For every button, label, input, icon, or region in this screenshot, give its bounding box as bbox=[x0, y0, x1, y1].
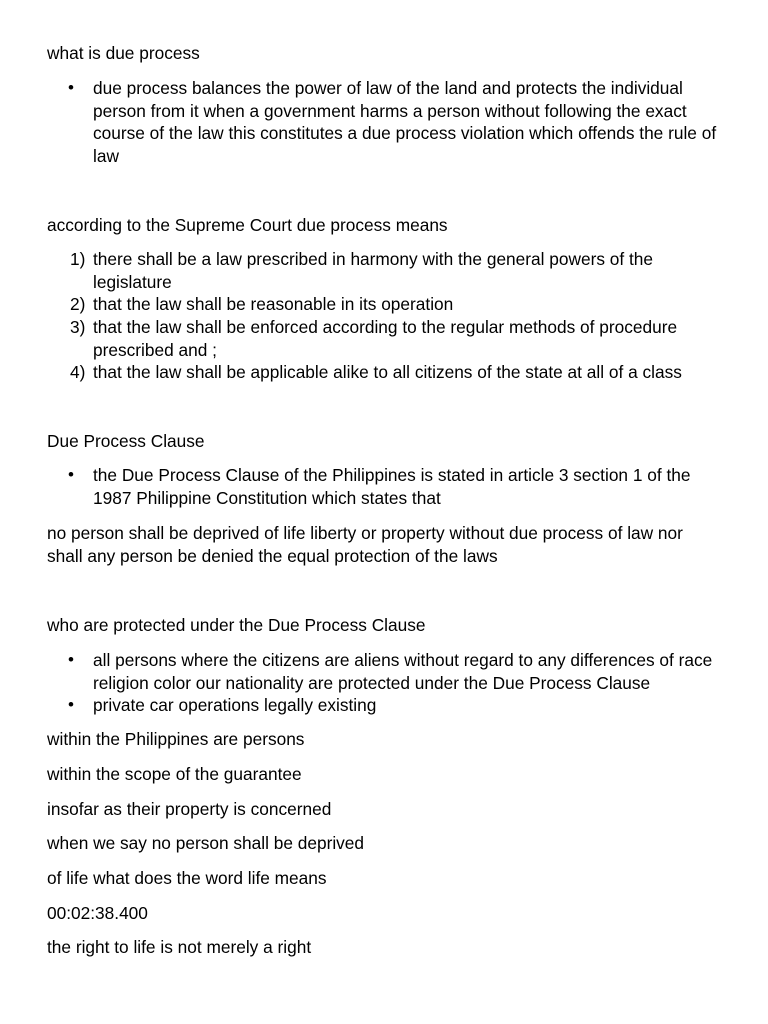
paragraph: no person shall be deprived of life liberty or property without due process of law nor shall any person be denied the equal protection of the laws bbox=[47, 523, 683, 566]
text-line: of life what does the word life means bbox=[47, 868, 327, 888]
list-item: that the law shall be applicable alike to all citizens of the state at all of a class bbox=[93, 362, 682, 382]
bullet-item: due process balances the power of law of the land and protects the individual person from it when a government harms a person without following the exact course of the law this constitutes a due process violation which offends the rule of law bbox=[93, 78, 717, 166]
list-item: there shall be a law prescribed in harmony with the general powers of the legislature bbox=[93, 249, 654, 292]
text-line: insofar as their property is concerned bbox=[47, 799, 332, 819]
section-heading-supreme-court: according to the Supreme Court due process means bbox=[47, 215, 448, 235]
section-heading-due-process-clause: Due Process Clause bbox=[47, 431, 205, 451]
section-heading-who-are-protected: who are protected under the Due Process Clause bbox=[47, 615, 426, 635]
bullet-icon: • bbox=[68, 650, 74, 669]
section-heading-what-is-due-process: what is due process bbox=[47, 43, 200, 63]
text-line: when we say no person shall be deprived bbox=[47, 833, 365, 853]
bullet-icon: • bbox=[68, 465, 74, 484]
text-line: the right to life is not merely a right bbox=[47, 937, 312, 957]
timestamp-line: 00:02:38.400 bbox=[47, 903, 148, 923]
list-number: 1) bbox=[70, 249, 86, 269]
bullet-icon: • bbox=[68, 78, 74, 97]
list-number: 2) bbox=[70, 294, 86, 314]
bullet-item: private car operations legally existing bbox=[93, 695, 377, 715]
bullet-item: the Due Process Clause of the Philippines is stated in article 3 section 1 of the 1987 Philippine Constitution which states that bbox=[93, 465, 691, 508]
text-line: within the scope of the guarantee bbox=[47, 764, 302, 784]
text-line: within the Philippines are persons bbox=[47, 729, 305, 749]
bullet-item: all persons where the citizens are aliens without regard to any differences of race religion color our nationality are protected under the Due Process Clause bbox=[93, 650, 713, 693]
list-item: that the law shall be enforced according to the regular methods of procedure prescribed and ; bbox=[93, 317, 678, 360]
bullet-icon: • bbox=[68, 695, 74, 714]
list-number: 3) bbox=[70, 317, 86, 337]
list-number: 4) bbox=[70, 362, 86, 382]
list-item: that the law shall be reasonable in its operation bbox=[93, 294, 454, 314]
